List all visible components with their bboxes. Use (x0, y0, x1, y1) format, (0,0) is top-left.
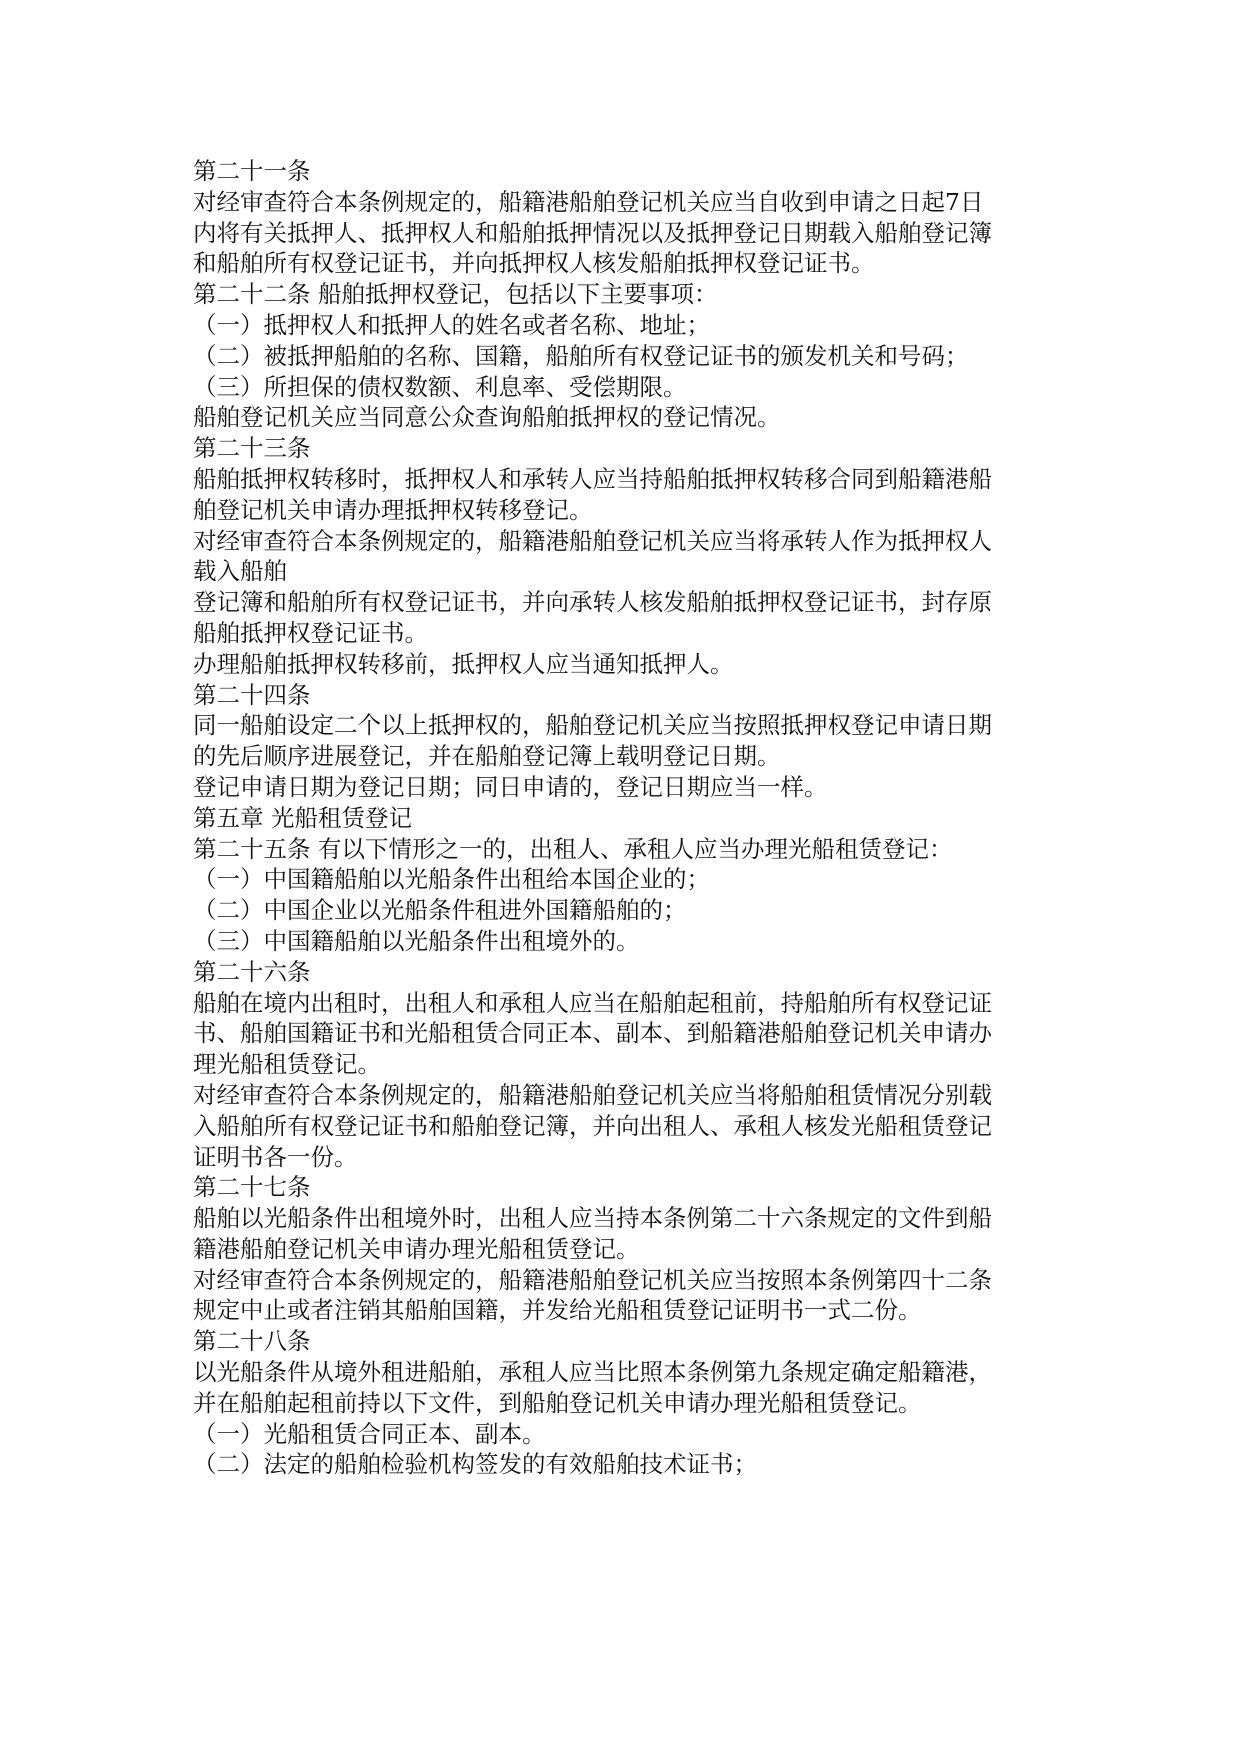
document-line: 船舶在境内出租时，出租人和承租人应当在船舶起租前，持船舶所有权登记证 (193, 988, 992, 1017)
document-line: 以光船条件从境外租进船舶，承租人应当比照本条例第九条规定确定船籍港， (193, 1358, 992, 1387)
document-line: 规定中止或者注销其船舶国籍，并发给光船租赁登记证明书一式二份。 (193, 1296, 922, 1325)
document-line: 证明书各一份。 (193, 1142, 358, 1171)
document-line: 第二十五条 有以下情形之一的，出租人、承租人应当办理光船租赁登记： (193, 834, 953, 863)
document-line: 第二十六条 (193, 957, 311, 986)
document-line: 对经审查符合本条例规定的，船籍港船舶登记机关应当自收到申请之日起7日 (193, 187, 984, 216)
document-line: 并在船舶起租前持以下文件，到船舶登记机关申请办理光船租赁登记。 (193, 1388, 922, 1417)
document-line: 办理船舶抵押权转移前，抵押权人应当通知抵押人。 (193, 649, 734, 678)
document-body (193, 156, 1073, 1480)
document-line: 第二十三条 (193, 434, 311, 463)
document-line: 船舶以光船条件出租境外时，出租人应当持本条例第二十六条规定的文件到船 (193, 1204, 992, 1233)
document-line: 舶登记机关申请办理抵押权转移登记。 (193, 495, 593, 524)
document-line: 登记申请日期为登记日期；同日申请的，登记日期应当一样。 (193, 772, 828, 801)
document-line: 第五章 光船租赁登记 (193, 803, 412, 832)
document-line: 对经审查符合本条例规定的，船籍港船舶登记机关应当按照本条例第四十二条 (193, 1265, 992, 1294)
document-line: 书、船舶国籍证书和光船租赁合同正本、副本、到船籍港船舶登记机关申请办 (193, 1019, 992, 1048)
document-line: 船舶抵押权转移时，抵押权人和承转人应当持船舶抵押权转移合同到船籍港船 (193, 464, 992, 493)
document-line: 第二十七条 (193, 1173, 311, 1202)
document-line: 登记簿和船舶所有权登记证书，并向承转人核发船舶抵押权登记证书，封存原 (193, 588, 992, 617)
document-line: 载入船舶 (193, 557, 287, 586)
document-line: （一）中国籍船舶以光船条件出租给本国企业的； (193, 865, 710, 894)
document-line: （三）所担保的债权数额、利息率、受偿期限。 (193, 372, 687, 401)
document-line: 第二十四条 (193, 680, 311, 709)
document-line: 籍港船舶登记机关申请办理光船租赁登记。 (193, 1234, 640, 1263)
document-line: （二）被抵押船舶的名称、国籍，船舶所有权登记证书的颁发机关和号码； (193, 341, 969, 370)
document-line: 船舶抵押权登记证书。 (193, 618, 428, 647)
document-line: 第二十二条 船舶抵押权登记，包括以下主要事项： (193, 280, 718, 309)
document-line: （一）光船租赁合同正本、副本。 (193, 1419, 546, 1448)
document-line: 理光船租赁登记。 (193, 1050, 381, 1079)
document-line: （一）抵押权人和抵押人的姓名或者名称、地址； (193, 310, 710, 339)
document-line: （二）中国企业以光船条件租进外国籍船舶的； (193, 896, 687, 925)
document-line: 和船舶所有权登记证书，并向抵押权人核发船舶抵押权登记证书。 (193, 249, 875, 278)
document-line: 同一船舶设定二个以上抵押权的，船舶登记机关应当按照抵押权登记申请日期 (193, 711, 992, 740)
document-line: 第二十一条 (193, 157, 311, 185)
document-line: 入船舶所有权登记证书和船舶登记簿，并向出租人、承租人核发光船租赁登记 (193, 1111, 992, 1140)
document-line: 第二十八条 (193, 1327, 311, 1356)
document-line: 船舶登记机关应当同意公众查询船舶抵押权的登记情况。 (193, 403, 781, 432)
document-line: 内将有关抵押人、抵押权人和船舶抵押情况以及抵押登记日期载入船舶登记簿 (193, 218, 992, 247)
document-line: 的先后顺序进展登记，并在船舶登记簿上载明登记日期。 (193, 742, 781, 771)
document-line: 对经审查符合本条例规定的，船籍港船舶登记机关应当将承转人作为抵押权人 (193, 526, 992, 555)
document-line: （三）中国籍船舶以光船条件出租境外的。 (193, 926, 640, 955)
document-line: 对经审查符合本条例规定的，船籍港船舶登记机关应当将船舶租赁情况分别载 (193, 1080, 992, 1109)
document-line: （二）法定的船舶检验机构签发的有效船舶技术证书； (193, 1450, 757, 1479)
